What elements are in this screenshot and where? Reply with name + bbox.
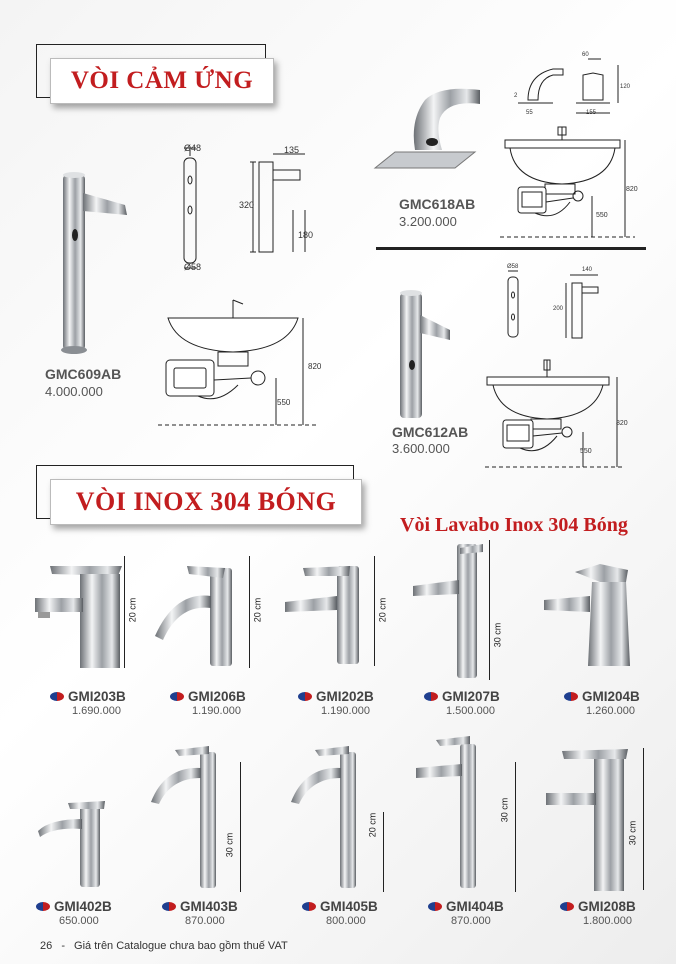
gmi203b-height: 20 cm	[127, 597, 138, 623]
logo-icon	[36, 902, 50, 911]
gmc618-dim-550: 550	[596, 212, 608, 219]
gmc618-code: GMC618AB	[399, 196, 476, 212]
gmc618-dim-60: 60	[582, 52, 589, 58]
section-divider	[376, 247, 646, 250]
sensor-section-title: VÒI CẢM ỨNG	[50, 58, 274, 104]
gmc609-dim-550: 550	[277, 398, 291, 407]
page-number: 26	[40, 940, 53, 952]
gmi206b-height: 20 cm	[252, 597, 263, 623]
gmc612-faucet-image	[392, 285, 457, 420]
gmi404b-height: 30 cm	[499, 797, 510, 823]
gmi208b-code: GMI208B	[578, 899, 636, 914]
gmi202b-price: 1.190.000	[321, 705, 370, 717]
gmc618-dim-2: 2	[514, 93, 518, 99]
gmc612-dim-550: 550	[580, 448, 592, 455]
gmi403b-label	[162, 898, 238, 916]
logo-icon	[170, 692, 184, 701]
logo-icon	[560, 902, 574, 911]
gmi404b-faucet-image	[410, 734, 495, 892]
gmc609-dim-d48: Ø48	[184, 143, 202, 153]
logo-icon	[298, 692, 312, 701]
gmc618-dim-55: 55	[526, 110, 533, 116]
gmc609-price: 4.000.000	[45, 384, 103, 399]
gmc609-basin-drawing	[158, 280, 333, 430]
gmi403b-height-line	[240, 762, 241, 892]
gmc609-dim-135: 135	[284, 145, 300, 155]
gmi203b-faucet-image	[30, 560, 125, 670]
gmi203b-price: 1.690.000	[72, 705, 121, 717]
gmc612-dim-820: 820	[616, 420, 628, 427]
gmi207b-label	[424, 688, 500, 706]
gmc618-dim-155: 155	[586, 110, 597, 116]
gmi204b-price: 1.260.000	[586, 705, 635, 717]
gmc612-price: 3.600.000	[392, 441, 450, 456]
gmi402b-code: GMI402B	[54, 899, 112, 914]
gmi206b-faucet-image	[145, 556, 240, 668]
gmi403b-price: 870.000	[185, 915, 225, 927]
gmc612-code: GMC612AB	[392, 424, 469, 440]
page-footer	[40, 940, 288, 952]
gmi402b-faucet-image	[30, 795, 115, 890]
gmi207b-height-line	[489, 540, 490, 680]
gmi206b-code: GMI206B	[188, 689, 246, 704]
footer-note: Giá trên Catalogue chưa bao gồm thuế VAT	[74, 940, 288, 952]
gmi403b-height: 30 cm	[224, 832, 235, 858]
gmi404b-height-line	[515, 762, 516, 892]
gmi404b-code: GMI404B	[446, 899, 504, 914]
gmi202b-label	[298, 688, 374, 706]
gmi207b-faucet-image	[405, 540, 495, 680]
logo-icon	[50, 692, 64, 701]
gmi405b-height-line	[383, 812, 384, 892]
logo-icon	[302, 902, 316, 911]
gmi402b-price: 650.000	[59, 915, 99, 927]
gmi208b-label	[560, 898, 636, 916]
gmi405b-code: GMI405B	[320, 899, 378, 914]
inox-section-header	[36, 465, 366, 527]
gmi403b-faucet-image	[145, 742, 230, 892]
gmc609-dim-820: 820	[308, 362, 322, 371]
gmc609-dim-320: 320	[239, 200, 255, 210]
gmc618-price: 3.200.000	[399, 214, 457, 229]
gmc609-dim-180: 180	[298, 230, 314, 240]
sensor-section-header	[36, 44, 276, 104]
gmc618-dim-120: 120	[620, 84, 631, 90]
gmi405b-price: 800.000	[326, 915, 366, 927]
logo-icon	[564, 692, 578, 701]
gmc609-faucet-image	[55, 165, 135, 355]
gmi203b-height-line	[124, 556, 125, 668]
gmc612-dim-d58: Ø58	[507, 264, 519, 270]
gmi202b-code: GMI202B	[316, 689, 374, 704]
gmc612-dim-200: 200	[553, 306, 564, 312]
gmi206b-price: 1.190.000	[192, 705, 241, 717]
logo-icon	[162, 902, 176, 911]
gmi203b-label	[50, 688, 126, 706]
gmc618-dim-820: 820	[626, 186, 638, 193]
gmc618-basin-drawing	[500, 122, 640, 252]
gmc612-basin-drawing	[485, 352, 635, 477]
gmi208b-price: 1.800.000	[583, 915, 632, 927]
logo-icon	[424, 692, 438, 701]
gmi207b-price: 1.500.000	[446, 705, 495, 717]
gmi203b-code: GMI203B	[68, 689, 126, 704]
gmi206b-height-line	[249, 556, 250, 668]
gmi207b-code: GMI207B	[442, 689, 500, 704]
gmi204b-code: GMI204B	[582, 689, 640, 704]
footer-separator: -	[61, 940, 65, 952]
gmi405b-label	[302, 898, 378, 916]
gmi404b-label	[428, 898, 504, 916]
gmi202b-height: 20 cm	[377, 597, 388, 623]
gmi208b-height: 30 cm	[627, 820, 638, 846]
gmi204b-faucet-image	[540, 560, 635, 670]
gmi403b-code: GMI403B	[180, 899, 238, 914]
gmi405b-height: 20 cm	[367, 812, 378, 838]
gmi402b-label	[36, 898, 112, 916]
gmi207b-height: 30 cm	[492, 622, 503, 648]
gmi208b-height-line	[643, 748, 644, 890]
gmi202b-height-line	[374, 556, 375, 666]
gmi202b-faucet-image	[275, 556, 370, 666]
gmc612-dim-140: 140	[582, 267, 593, 273]
gmc618-faucet-image	[370, 80, 485, 180]
gmc609-code: GMC609AB	[45, 366, 122, 382]
gmi208b-faucet-image	[540, 745, 630, 895]
gmi204b-label	[564, 688, 640, 706]
gmc612-drawing-side	[500, 265, 620, 345]
gmi404b-price: 870.000	[451, 915, 491, 927]
gmi405b-faucet-image	[285, 742, 370, 892]
gmi206b-label	[170, 688, 246, 706]
inox-section-title: VÒI INOX 304 BÓNG	[50, 479, 362, 525]
lavabo-subtitle: Vòi Lavabo Inox 304 Bóng	[400, 514, 628, 536]
logo-icon	[428, 902, 442, 911]
gmc609-dim-d58: Ø58	[184, 262, 202, 272]
